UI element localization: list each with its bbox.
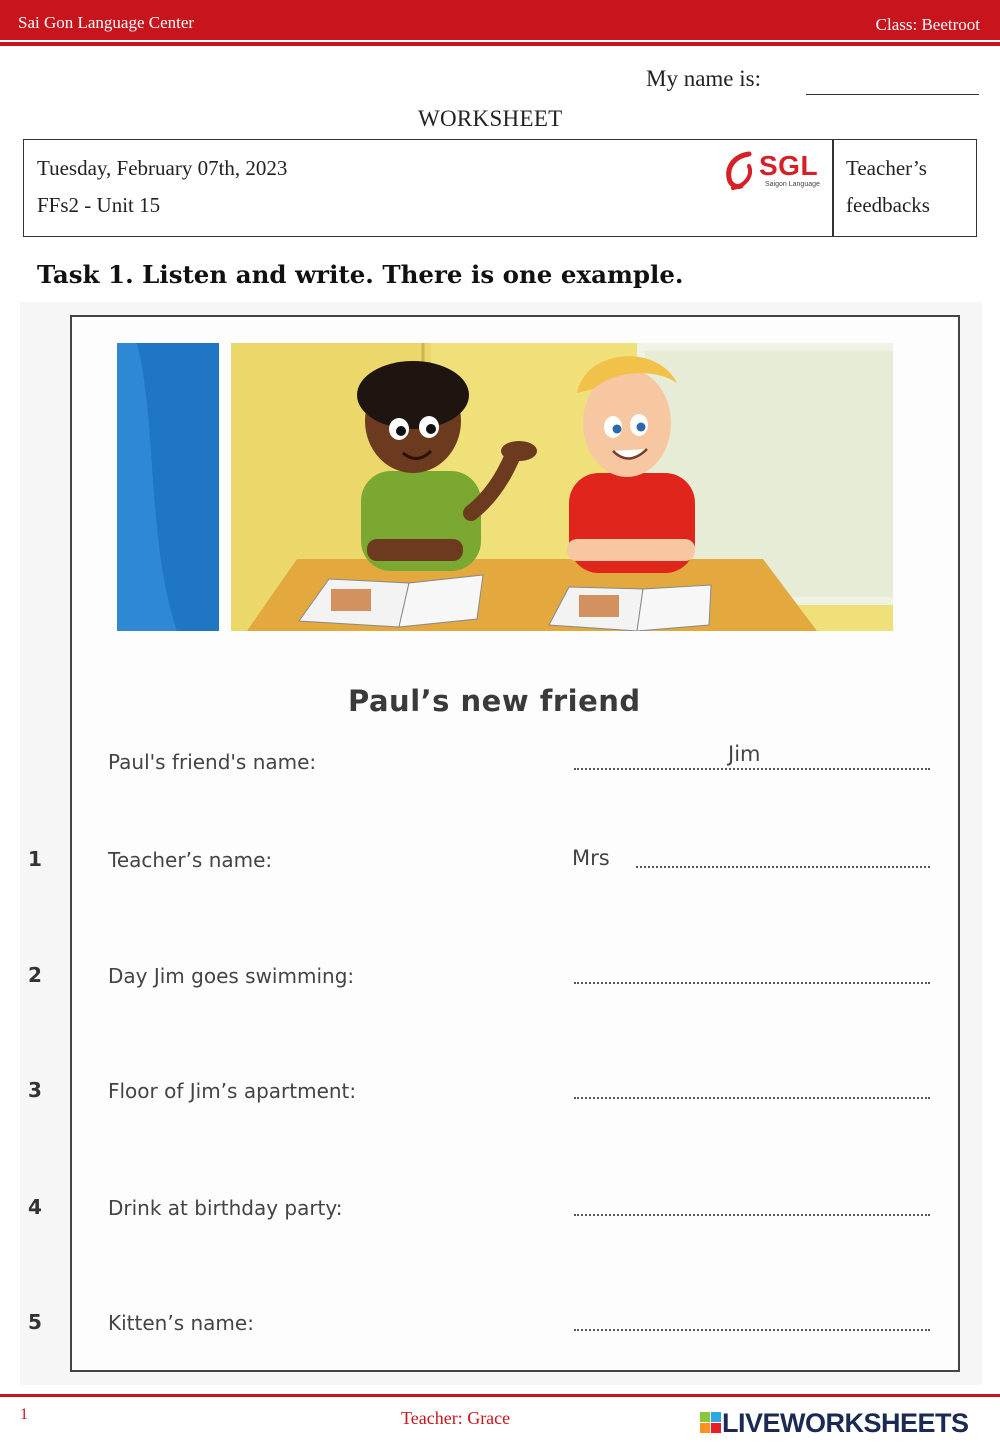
task-title: Task 1. Listen and write. There is one example. [37, 260, 684, 289]
page-number: 1 [20, 1406, 28, 1423]
question-number: 1 [28, 847, 42, 871]
lesson-unit: FFs2 - Unit 15 [37, 193, 161, 217]
question-label: Teacher’s name: [108, 848, 273, 872]
footer-rule [0, 1394, 1000, 1397]
answer-line-5[interactable] [574, 1329, 930, 1331]
teacher-name: Teacher: Grace [401, 1408, 511, 1428]
question-number: 2 [28, 963, 42, 987]
question-number: 3 [28, 1078, 42, 1102]
answer-line-2[interactable] [574, 982, 930, 984]
question-number: 4 [28, 1195, 42, 1219]
answer-line-1[interactable] [636, 866, 930, 868]
question-label: Drink at birthday party: [108, 1196, 343, 1220]
sgl-logo-subtext: Saigon Language [765, 181, 820, 188]
example-label: Paul's friend's name: [108, 750, 317, 774]
answer-line-4[interactable] [574, 1214, 930, 1216]
sgl-swirl-icon [721, 148, 757, 194]
question-label: Kitten’s name: [108, 1311, 254, 1335]
student-name-label: My name is: [646, 66, 761, 91]
header-bar [0, 0, 1000, 40]
liveworksheets-blocks-icon [700, 1412, 722, 1434]
exam-heading: Paul’s new friend [348, 684, 641, 718]
example-answer-line [574, 768, 930, 770]
example-answer: Jim [728, 742, 761, 766]
question-prefix: Mrs [572, 846, 610, 870]
class-label: Class: Beetroot [875, 15, 980, 34]
info-box [23, 139, 977, 237]
sgl-logo [721, 148, 829, 194]
question-label: Day Jim goes swimming: [108, 964, 355, 988]
student-name-field[interactable] [806, 94, 979, 95]
teacher-feedback-label-line1: Teacher’s [846, 156, 927, 180]
center-name: Sai Gon Language Center [18, 13, 195, 32]
two-boys-at-desk-illustration [117, 343, 893, 631]
sgl-logo-text: SGL [759, 150, 819, 181]
info-box-divider [832, 140, 834, 236]
answer-line-3[interactable] [574, 1097, 930, 1099]
liveworksheets-brand: LIVEWORKSHEETS [722, 1408, 969, 1438]
teacher-feedback-label-line2: feedbacks [846, 193, 930, 217]
worksheet-title: WORKSHEET [418, 106, 563, 131]
lesson-date: Tuesday, February 07th, 2023 [37, 156, 288, 180]
question-label: Floor of Jim’s apartment: [108, 1079, 357, 1103]
liveworksheets-logo[interactable] [700, 1408, 992, 1438]
question-number: 5 [28, 1310, 42, 1334]
header-rule [0, 42, 1000, 46]
